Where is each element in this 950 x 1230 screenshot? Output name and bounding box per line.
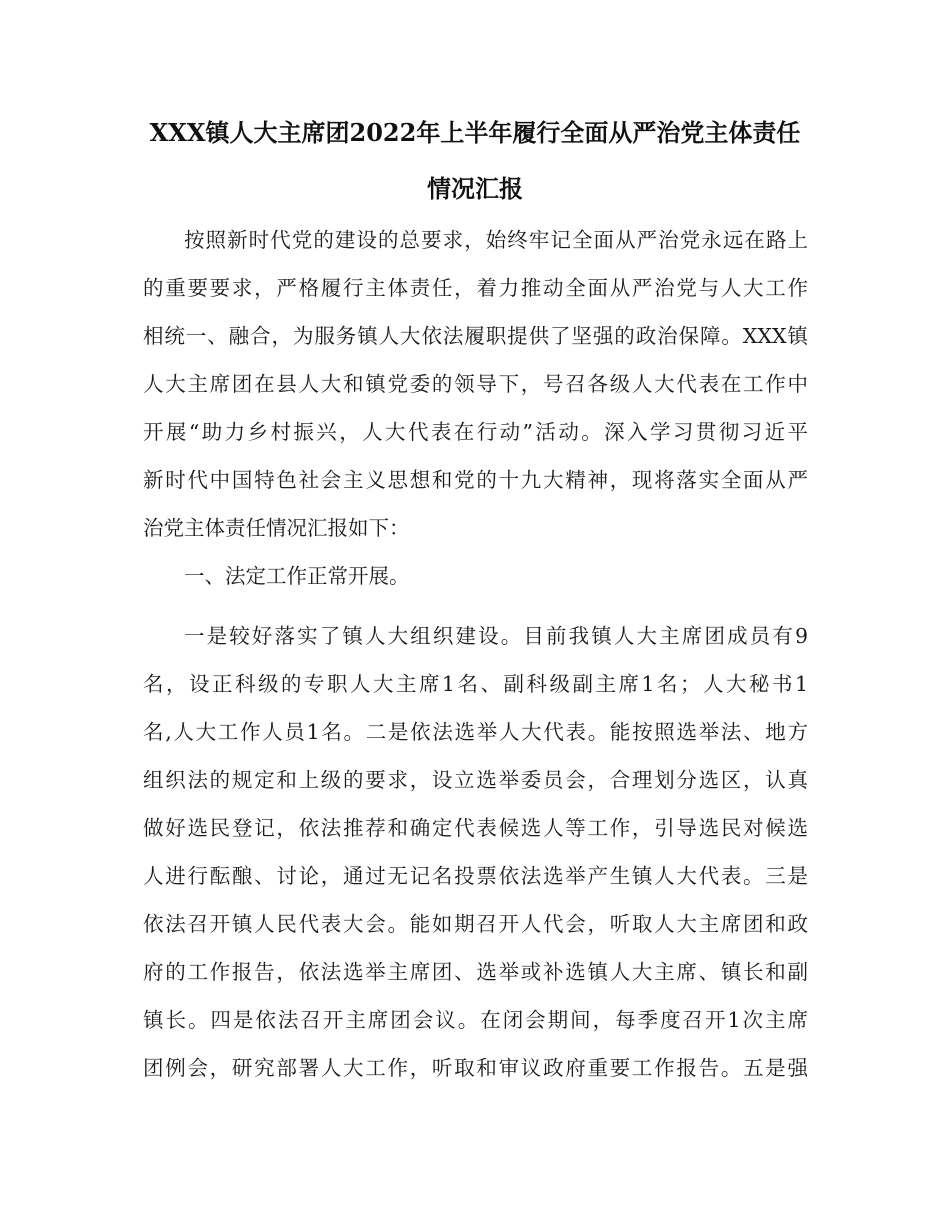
- paragraph-line: 名,人大工作人员1名。二是依法选举人大代表。能按照选举法、地方: [143, 720, 808, 744]
- paragraph-line: 府的工作报告，依法选举主席团、选举或补选镇人大主席、镇长和副: [143, 960, 808, 984]
- paragraph-line: 人进行酝酿、讨论，通过无记名投票依法选举产生镇人大代表。三是: [143, 864, 808, 888]
- paragraph-line: 镇长。四是依法召开主席团会议。在闭会期间，每季度召开1次主席: [143, 1008, 808, 1032]
- paragraph-line: 人大主席团在县人大和镇党委的领导下，号召各级人大代表在工作中: [143, 372, 808, 396]
- paragraph-line: 团例会，研究部署人大工作，听取和审议政府重要工作报告。五是强: [143, 1056, 808, 1080]
- section-heading: 一、法定工作正常开展。: [184, 564, 410, 588]
- paragraph-line: 一是较好落实了镇人大组织建设。目前我镇人大主席团成员有9: [184, 624, 808, 648]
- paragraph-line: 依法召开镇人民代表大会。能如期召开人代会，听取人大主席团和政: [143, 912, 808, 936]
- paragraph-line: 按照新时代党的建设的总要求，始终牢记全面从严治党永远在路上: [184, 228, 808, 252]
- paragraph-line: 相统一、融合，为服务镇人大依法履职提供了坚强的政治保障。XXX镇: [143, 324, 808, 348]
- document-title-line-2: 情况汇报: [427, 174, 523, 203]
- paragraph-line: 名，设正科级的专职人大主席1名、副科级副主席1名；人大秘书1: [143, 672, 808, 696]
- paragraph-line: 新时代中国特色社会主义思想和党的十九大精神，现将落实全面从严: [143, 468, 808, 492]
- paragraph-line: 组织法的规定和上级的要求，设立选举委员会，合理划分选区，认真: [143, 768, 808, 792]
- paragraph-line: 治党主体责任情况汇报如下：: [143, 516, 410, 540]
- paragraph-line: 开展“助力乡村振兴，人大代表在行动”活动。深入学习贯彻习近平: [143, 420, 808, 444]
- paragraph-line: 的重要要求，严格履行主体责任，着力推动全面从严治党与人大工作: [143, 276, 808, 300]
- document-title-line-1: XXX镇人大主席团2022年上半年履行全面从严治党主体责任: [149, 118, 801, 147]
- paragraph-line: 做好选民登记，依法推荐和确定代表候选人等工作，引导选民对候选: [143, 816, 808, 840]
